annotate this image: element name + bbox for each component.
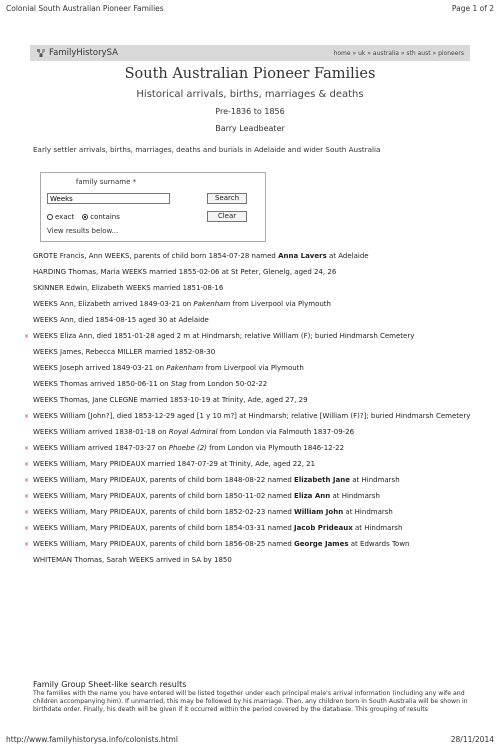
- child-name: William John: [294, 508, 344, 516]
- child-name: Anna Lavers: [278, 252, 327, 260]
- child-name: Elizabeth Jane: [294, 476, 350, 484]
- result-text: SKINNER Edwin, Elizabeth WEEKS married 1851-08-16: [33, 284, 224, 292]
- result-item: [33, 348, 478, 357]
- contains-radio[interactable]: [82, 214, 88, 220]
- result-text: GROTE Francis, Ann WEEKS, parents of child born 1854-07-28 named: [33, 252, 279, 260]
- match-options: [47, 213, 128, 221]
- contains-label: contains: [90, 213, 120, 221]
- contains-option[interactable]: [82, 213, 120, 221]
- result-item: [33, 492, 478, 501]
- exact-label: exact: [55, 213, 75, 221]
- result-tail: at Edwards Town: [348, 540, 410, 548]
- result-item: [33, 252, 478, 261]
- result-tail: at Hindmarsh: [352, 524, 403, 532]
- view-results-text: View results below...: [47, 227, 119, 235]
- family-group-title: Family Group Sheet-like search results: [33, 680, 187, 689]
- result-text: WEEKS William arrived 1847-03-27 on: [33, 444, 169, 452]
- result-text: HARDING Thomas, Maria WEEKS married 1855-02-06 at St Peter, Glenelg, aged 24, 26: [33, 268, 337, 276]
- page-url: http://www.familyhistorysa.info/colonists.html: [6, 735, 178, 744]
- result-item: [33, 428, 478, 437]
- search-form: [40, 172, 266, 242]
- child-name: Jacob Prideaux: [294, 524, 353, 532]
- site-banner: [30, 45, 470, 61]
- surname-input[interactable]: [47, 193, 170, 204]
- result-tail: from London 50-02-22: [186, 380, 268, 388]
- result-tail: from Liverpool via Plymouth: [230, 300, 331, 308]
- result-text: WEEKS William, Mary PRIDEAUX married 1847-07-29 at Trinity, Ade, aged 22, 21: [33, 460, 316, 468]
- result-text: WEEKS William, Mary PRIDEAUX, parents of child born 1856-08-25 named: [33, 540, 295, 548]
- print-title: Colonial South Australian Pioneer Families: [6, 4, 164, 13]
- author: Barry Leadbeater: [215, 124, 285, 133]
- result-item: [33, 332, 478, 341]
- result-text: WEEKS William, Mary PRIDEAUX, parents of child born 1854-03-31 named: [33, 524, 295, 532]
- result-item: [33, 284, 478, 293]
- result-text: WEEKS James, Rebecca MILLER married 1852-08-30: [33, 348, 216, 356]
- print-date: 28/11/2014: [450, 735, 494, 744]
- child-name: Eliza Ann: [294, 492, 331, 500]
- exact-radio[interactable]: [47, 214, 53, 220]
- ship-name: Pakenham: [193, 300, 231, 308]
- ship-name: Phoebe (2): [168, 444, 207, 452]
- family-tree-icon: [36, 48, 46, 58]
- result-item: [33, 412, 478, 421]
- surname-label: family surname *: [75, 178, 137, 186]
- result-text: WHITEMAN Thomas, Sarah WEEKS arrived in SA by 1850: [33, 556, 232, 564]
- result-tail: at Hindmarsh: [330, 492, 380, 500]
- brand[interactable]: [36, 48, 118, 58]
- result-tail: from London via Plymouth 1846-12-22: [206, 444, 345, 452]
- result-item: [33, 268, 478, 277]
- result-tail: at Hindmarsh: [343, 508, 393, 516]
- brand-name: FamilyHistorySA: [49, 48, 118, 58]
- result-text: WEEKS Thomas, Jane CLEGNE married 1853-10-19 at Trinity, Ade, aged 27, 29: [33, 396, 308, 404]
- page-subtitle: Historical arrivals, births, marriages & deaths: [136, 89, 364, 100]
- result-text: WEEKS William, Mary PRIDEAUX, parents of child born 1848-08-22 named: [33, 476, 295, 484]
- ship-name: Stag: [170, 380, 187, 388]
- result-text: WEEKS Eliza Ann, died 1851-01-28 aged 2 m at Hindmarsh; relative William (F); buried Hindmarsh Cemetery: [33, 332, 415, 340]
- ship-name: Pakenham: [166, 364, 204, 372]
- result-item: [33, 508, 478, 517]
- result-text: WEEKS William, Mary PRIDEAUX, parents of child born 1852-02-23 named: [33, 508, 295, 516]
- breadcrumb[interactable]: home » uk » australia » sth aust » pioneers: [333, 49, 464, 57]
- result-item: [33, 540, 478, 549]
- print-footer: [6, 735, 494, 745]
- family-group-text: The families with the name you have entered will be listed together under each principal male's arrival information (including any wife and children accompanying him). If unmarried, this may be followed by his marriage. Then, any children born in South Australia will be shown in birthdate order. Finally, his death will be given if it occurred within the period covered by the database. This grouping of results: [33, 690, 468, 714]
- result-text: WEEKS Ann, Elizabeth arrived 1849-03-21 on: [33, 300, 194, 308]
- search-button[interactable]: Search: [207, 193, 247, 204]
- result-item: [33, 396, 478, 405]
- result-text: WEEKS Thomas arrived 1850-06-11 on: [33, 380, 171, 388]
- ship-name: Royal Admiral: [168, 428, 218, 436]
- page-title: South Australian Pioneer Families: [124, 66, 376, 82]
- result-item: [33, 380, 478, 389]
- exact-option[interactable]: [47, 213, 74, 221]
- result-item: [33, 460, 478, 469]
- date-range: Pre-1836 to 1856: [215, 107, 285, 116]
- result-text: WEEKS William [John?], died 1853-12-29 aged [1 y 10 m?] at Hindmarsh; relative [William (F)?]; buried Hindmarsh Cemetery: [33, 412, 471, 420]
- result-item: [33, 476, 478, 485]
- result-item: [33, 364, 478, 373]
- result-item: [33, 444, 478, 453]
- result-tail: at Adelaide: [326, 252, 369, 260]
- result-item: [33, 316, 478, 325]
- result-item: [33, 556, 478, 565]
- result-text: WEEKS Ann, died 1854-08-15 aged 30 at Adelaide: [33, 316, 209, 324]
- child-name: George James: [294, 540, 349, 548]
- page-number: Page 1 of 2: [451, 4, 494, 13]
- result-tail: from Liverpool via Plymouth: [203, 364, 304, 372]
- result-text: WEEKS William, Mary PRIDEAUX, parents of child born 1850-11-02 named: [33, 492, 295, 500]
- result-item: [33, 300, 478, 309]
- result-text: WEEKS Joseph arrived 1849-03-21 on: [33, 364, 167, 372]
- intro-text: Early settler arrivals, births, marriages, deaths and burials in Adelaide and wider South Australia: [33, 145, 381, 154]
- clear-button[interactable]: Clear: [207, 211, 247, 222]
- result-tail: at Hindmarsh: [350, 476, 400, 484]
- result-text: WEEKS William arrived 1838-01-18 on: [33, 428, 169, 436]
- result-item: [33, 524, 478, 533]
- result-tail: from London via Falmouth 1837-09-26: [217, 428, 355, 436]
- results-list: [33, 252, 478, 572]
- print-header: [6, 4, 494, 16]
